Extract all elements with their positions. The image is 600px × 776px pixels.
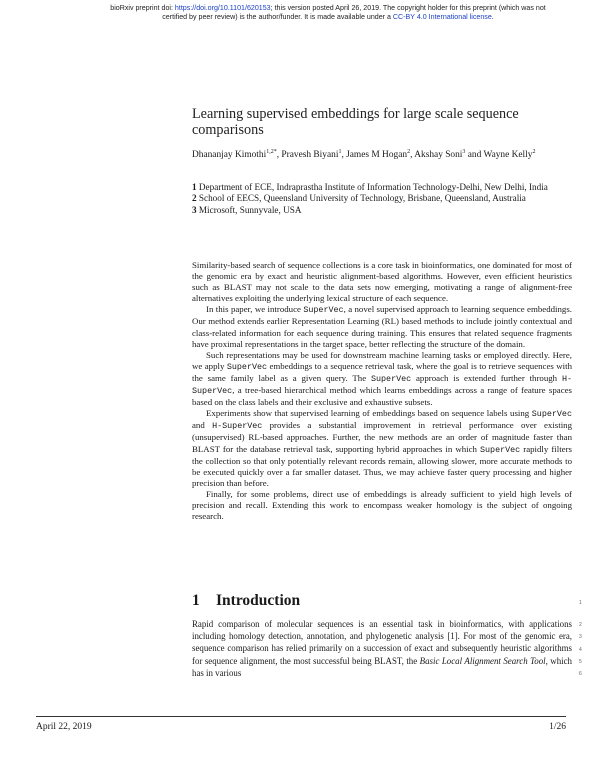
abstract-paragraph: Similarity-based search of sequence collections is a core task in bioinformatics, one dominated for most of the genomic era by exact and heuristic alignment-based algorithms. However, even efficient heuristics such as BLAST may not scale to the data sets now emerging, motivating a range of alignment-free alternatives exploiting the underlying lexical structure of each sequence. bbox=[192, 260, 572, 304]
line-number: 6 bbox=[579, 671, 582, 677]
abstract-paragraph: Such representations may be used for downstream machine learning tasks or employed directly. Here, we apply SuperVec embeddings to a sequence retrieval task, where the goal is to retrieve sequences with the same family label as a given query. The SuperVec approach is extended further through H-SuperVec, a tree-based hierarchical method which learns embeddings across a range of feature spaces based on the class labels and their exclusive and exhaustive subsets. bbox=[192, 349, 572, 408]
abstract bbox=[192, 260, 572, 522]
affiliation-list bbox=[192, 182, 564, 216]
line-number: 1 bbox=[579, 600, 582, 606]
author-list: Dhananjay Kimothi$^{1,2*}$, Pravesh Biyani$^1$, James M Hogan$^2$, Akshay Soni$^3$ and Wayne Kelly$^2$ bbox=[192, 149, 536, 161]
preprint-banner bbox=[108, 4, 548, 22]
affiliation: 3 Microsoft, Sunnyvale, USA bbox=[192, 204, 302, 215]
line-number: 3 bbox=[579, 634, 582, 640]
abstract-paragraph: Experiments show that supervised learning of embeddings based on sequence labels using SuperVec and H-SuperVec provides a substantial improvement in retrieval performance over existing (unsupervised) RL-based approaches. Further, the new methods are an order of magnitude faster than BLAST for the database retrieval task, supporting hybrid approaches in which SuperVec rapidly filters the collection so that only potentially relevant records remain, allowing slower, more accurate methods to be executed quickly over a far smaller dataset. Thus, we may achieve faster query processing and higher precision than before. bbox=[192, 408, 573, 488]
author: Dhananjay Kimothi$^{1,2*}$ bbox=[192, 149, 277, 161]
author: Pravesh Biyani$^1$ bbox=[281, 149, 342, 161]
affiliation: 2 School of EECS, Queensland University of Technology, Brisbane, Queensland, Australia bbox=[192, 193, 526, 204]
author: Wayne Kelly$^2$ bbox=[483, 149, 536, 161]
banner-text: ; this version posted April 26, 2019. The copyright holder for this preprint (which was not certified by peer review) is the author/funder. It is made available under a bbox=[162, 4, 546, 21]
intro-paragraph: Rapid comparison of molecular sequences is an essential task in bioinformatics, with applications including homology detection, annotation, and phylogenetic analysis [1]. For most of the genomic era, sequence comparison has relied primarily on a succession of exact and subsequently heuristic algorithms for sequence alignment, the most successful being BLAST, the Basic Local Alignment Search Tool, which has in various bbox=[192, 619, 572, 678]
abstract-paragraph: In this paper, we introduce SuperVec, a novel supervised approach to learning sequence embeddings. Our method extends earlier Representation Learning (RL) based methods to include jointly contextual and class-related information for each sequence during training. This ensures that related sequence fragments have proximal representations in the target space, better reflecting the structure of the domain. bbox=[192, 304, 573, 349]
footer-date: April 22, 2019 bbox=[36, 722, 92, 732]
banner-text: . bbox=[491, 13, 494, 21]
section-heading: 1 Introduction bbox=[192, 592, 301, 609]
line-number: 2 bbox=[579, 622, 582, 628]
line-number: 5 bbox=[579, 659, 582, 665]
license-link[interactable]: CC-BY 4.0 International license bbox=[392, 13, 492, 21]
line-number: 4 bbox=[579, 647, 582, 653]
abstract-paragraph: Finally, for some problems, direct use of embeddings is already sufficient to yield high levels of precision and recall. Extending this work to encompass weaker homology is the subject of ongoing research. bbox=[192, 488, 572, 522]
affiliation: 1 Department of ECE, Indraprastha Institute of Information Technology-Delhi, New Delhi, India bbox=[192, 182, 548, 192]
paper-title: Learning supervised embeddings for large scale sequence comparisons bbox=[192, 106, 519, 138]
banner-text: bioRxiv preprint doi: bbox=[110, 4, 175, 12]
page-number: 1/26 bbox=[549, 722, 566, 732]
author: Akshay Soni$^3$ bbox=[414, 149, 466, 161]
doi-link[interactable]: https://doi.org/10.1101/620153 bbox=[174, 4, 271, 12]
author: James M Hogan$^2$ bbox=[346, 149, 411, 161]
footer-divider bbox=[36, 716, 566, 717]
